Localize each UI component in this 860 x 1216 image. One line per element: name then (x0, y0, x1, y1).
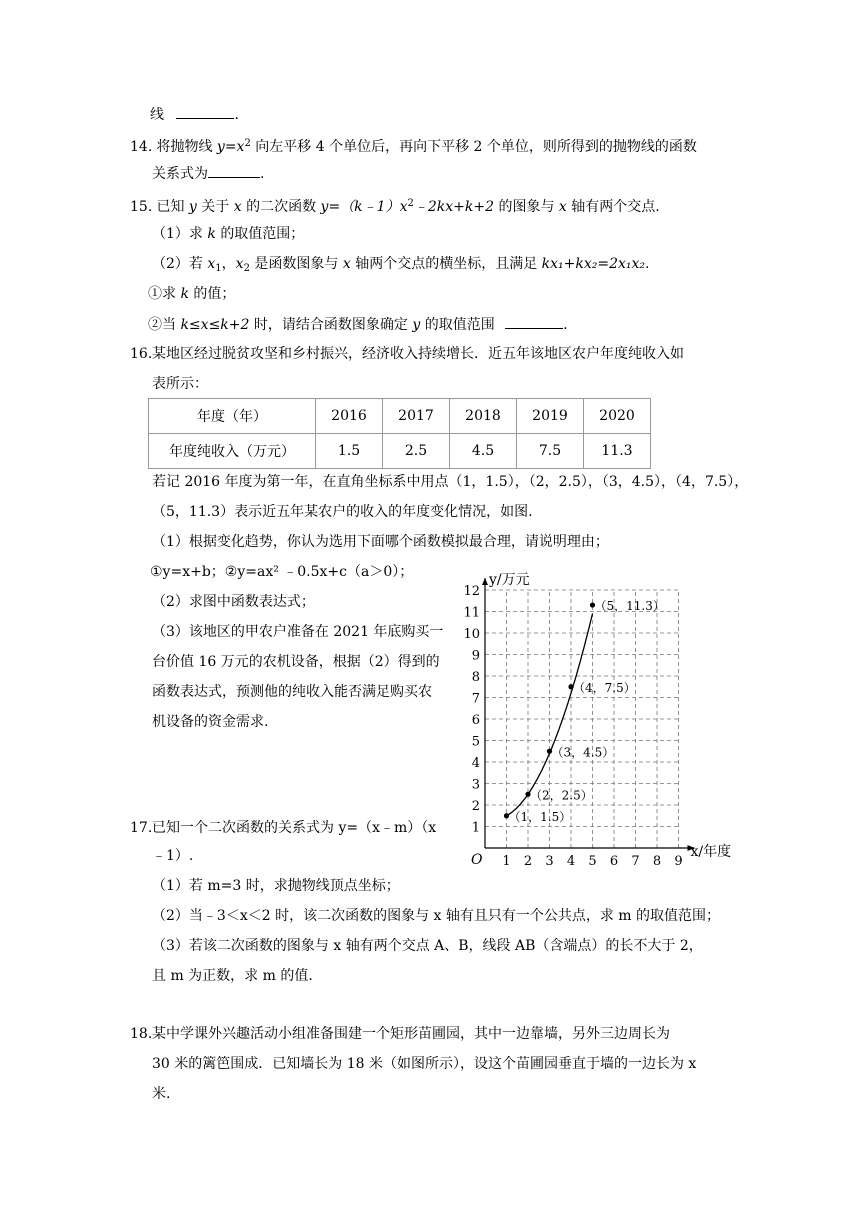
y-tick-label: 12 (463, 584, 480, 599)
question-17-part-3-line-2: 且 m 为正数，求 m 的值. (152, 968, 313, 984)
question-17-part-3-line-1: （3）若该二次函数的图象与 x 轴有两个交点 A、B，线段 AB（含端点）的长不大于 2， (152, 938, 703, 954)
y-tick-label: 5 (471, 734, 480, 750)
question-16-line-2: 表所示： (152, 376, 208, 392)
income-table (148, 398, 651, 469)
table-cell: 11.3 (584, 434, 651, 469)
table-cell: 2019 (517, 399, 584, 434)
y-tick-label: 1 (471, 820, 480, 836)
answer-blank (176, 104, 234, 119)
question-16-after-1: 若记 2016 年度为第一年，在直角坐标系中用点（1，1.5），（2，2.5），（3，4.5），（4，7.5）， (152, 474, 749, 490)
data-point-label: （4，7.5） (573, 680, 636, 695)
y-tick-label: 4 (471, 756, 480, 771)
y-tick-label: 6 (471, 713, 480, 728)
table-header-cell: 年度纯收入（万元） (149, 434, 316, 469)
x-tick-label: 6 (609, 854, 619, 869)
question-16-part-3-line-3: 函数表达式，预测他的纯收入能否满足购买农 (152, 684, 432, 700)
question-16-options: ①y=x+b；②y=ax² ﹣0.5x+c（a＞0）； (150, 564, 414, 580)
question-14-line-2: 关系式为 . (152, 163, 264, 184)
answer-blank (505, 314, 563, 329)
question-17-line-1: 17.已知一个二次函数的关系式为 y=（x﹣m）（x (130, 820, 437, 836)
question-18-line-3: 米. (152, 1086, 171, 1102)
data-point-label: （1，1.5） (508, 809, 572, 824)
question-15-sub-1: ①求 k 的值； (148, 286, 236, 302)
table-cell: 2.5 (383, 434, 450, 469)
question-16-part-3-line-2: 台价值 16 万元的农机设备，根据（2）得到的 (152, 654, 440, 670)
income-graph (455, 560, 745, 872)
question-17-line-2: ﹣1）. (152, 848, 194, 864)
q13-tail: 线 . (150, 104, 239, 125)
question-16-part-2: （2）求图中函数表达式； (152, 594, 315, 610)
x-tick-label: 9 (674, 854, 683, 869)
y-tick-label: 3 (471, 777, 480, 793)
y-tick-label: 8 (471, 670, 480, 685)
question-18-line-1: 18.某中学课外兴趣活动小组准备围建一个矩形苗圃园，其中一边靠墙，另外三边周长为 (130, 1026, 670, 1042)
question-17-part-1: （1）若 m=3 时，求抛物线顶点坐标； (152, 878, 400, 894)
table-cell: 2020 (584, 399, 651, 434)
x-tick-label: 8 (652, 854, 662, 869)
data-point-label: （3，4.5） (551, 745, 615, 760)
table-row (149, 399, 651, 434)
answer-blank (208, 163, 260, 178)
question-15-part-2: （2）若 $x_1$，$x_2$ 是函数图象与 x 轴两个交点的横坐标，且满足 kx₁+kx₂=2x₁x₂. (152, 256, 650, 274)
table-cell: 2017 (383, 399, 450, 434)
table-cell: 2016 (316, 399, 383, 434)
x-tick-label: 3 (545, 854, 554, 869)
table-cell: 4.5 (450, 434, 517, 469)
data-point-label: （2，2.5） (530, 788, 593, 803)
question-16-part-3-line-1: （3）该地区的甲农户准备在 2021 年底购买一 (152, 624, 444, 640)
question-16-line-1: 16.某地区经过脱贫攻坚和乡村振兴，经济收入持续增长．近五年该地区农户年度纯收入如 (130, 346, 684, 362)
table-header-cell: 年度（年） (149, 399, 316, 434)
table-row (149, 434, 651, 469)
table-cell: 7.5 (517, 434, 584, 469)
data-point-label: （5，11.3） (594, 599, 665, 614)
question-17-part-2: （2）当﹣3＜x＜2 时，该二次函数的图象与 x 轴有且只有一个公共点，求 m 的取值范围； (152, 908, 721, 924)
y-tick-label: 7 (471, 691, 480, 707)
table-cell: 1.5 (316, 434, 383, 469)
question-16-part-1: （1）根据变化趋势，你认为选用下面哪个函数模拟最合理，请说明理由； (152, 534, 609, 550)
x-axis-label: x/年度 (690, 844, 732, 860)
x-tick-label: 1 (502, 854, 511, 869)
question-15-sub-2: ②当 k≤x≤k+2 时，请结合函数图象确定 y 的取值范围 . (148, 314, 568, 335)
question-16-part-3-line-4: 机设备的资金需求. (152, 714, 269, 730)
x-tick-label: 7 (631, 854, 640, 869)
x-tick-label: 5 (588, 854, 597, 869)
y-tick-label: 10 (463, 627, 480, 642)
parabola-curve (504, 614, 592, 817)
origin-label: O (471, 852, 483, 868)
y-tick-label: 2 (471, 799, 480, 814)
y-tick-label: 11 (463, 605, 480, 621)
y-axis-label: y/万元 (489, 572, 530, 588)
question-16-after-2: （5，11.3）表示近五年某农户的收入的年度变化情况，如图. (152, 504, 533, 520)
x-tick-label: 4 (566, 854, 576, 869)
question-15-part-1: （1）求 k 的取值范围； (152, 226, 305, 242)
y-tick-label: 9 (471, 648, 480, 664)
x-tick-label: 2 (523, 854, 533, 869)
table-cell: 2018 (450, 399, 517, 434)
question-14-line-1: 14. 将抛物线 $y=x^2$ 向左平移 4 个单位后，再向下平移 2 个单位，则所得到的抛物线的函数 (130, 138, 697, 155)
y-axis-arrow (482, 578, 488, 585)
question-15-line-1: 15. 已知 y 关于 x 的二次函数 $y=(k﹣1)x^2﹣2kx+k+2$ 的图象与 x 轴有两个交点. (130, 198, 660, 215)
question-18-line-2: 30 米的篱笆围成．已知墙长为 18 米（如图所示），设这个苗圃园垂直于墙的一边长为 x (152, 1056, 697, 1072)
